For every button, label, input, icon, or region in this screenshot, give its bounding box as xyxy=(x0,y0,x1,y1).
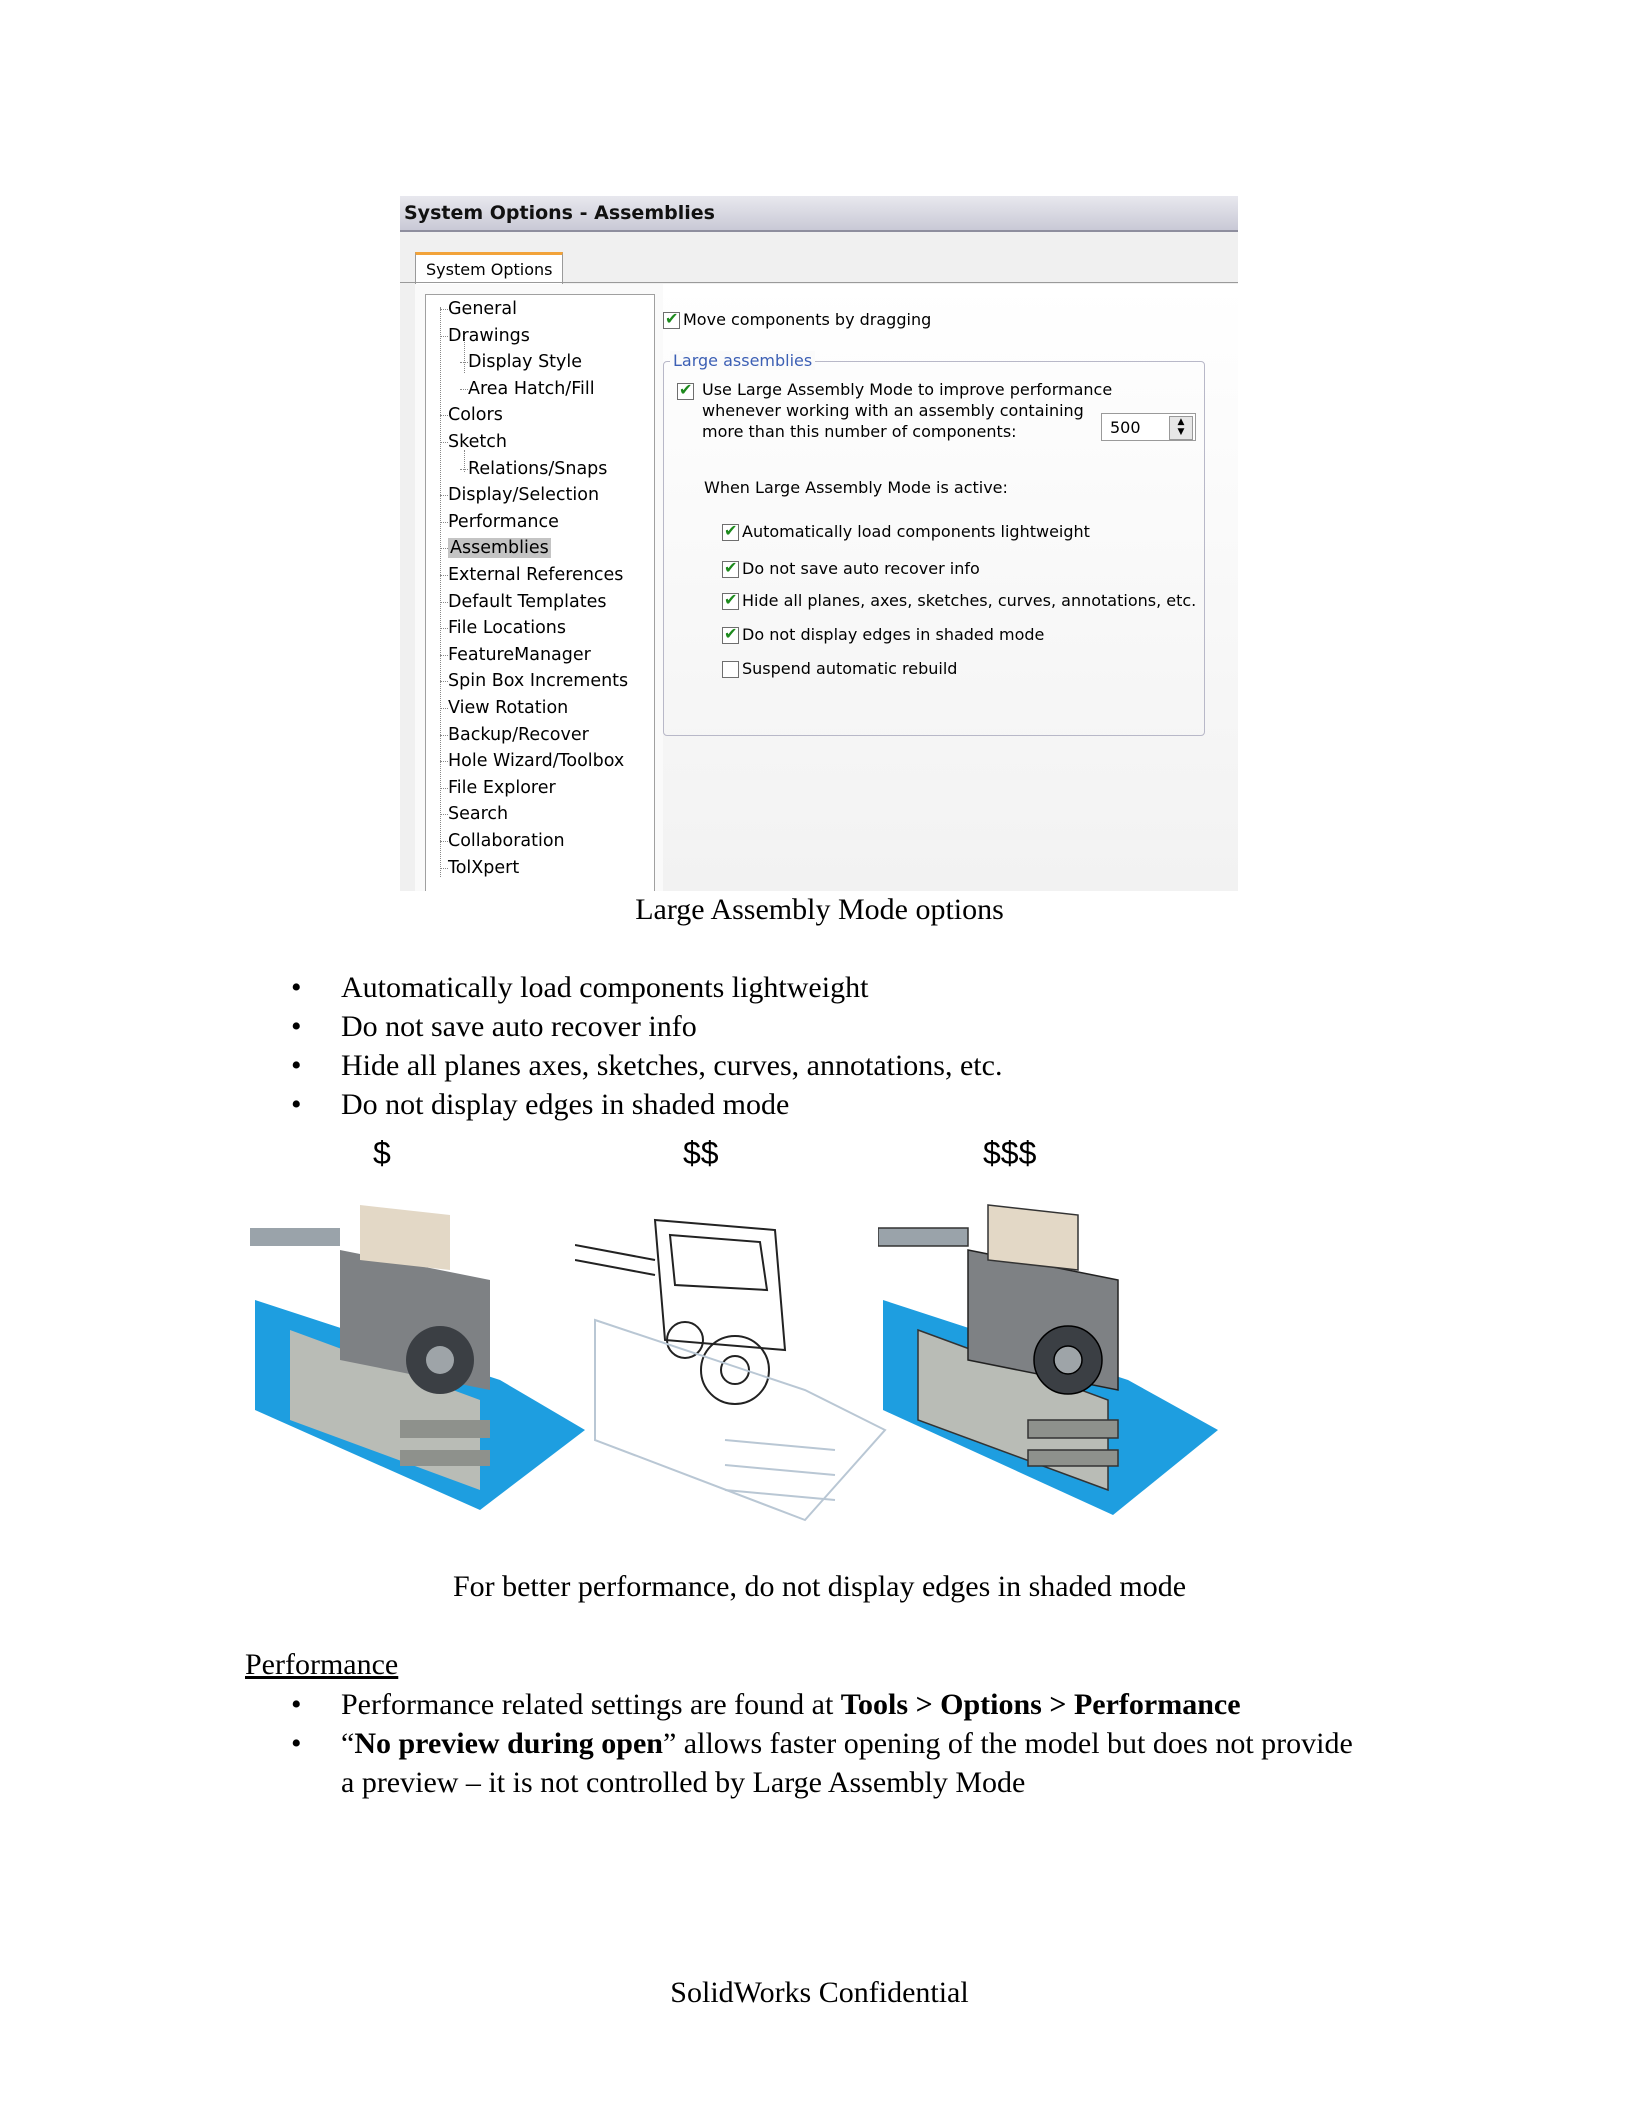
tree-item-assemblies[interactable]: Assemblies xyxy=(450,538,549,559)
tree-item-file-locations[interactable]: File Locations xyxy=(448,618,566,639)
tree-connector xyxy=(460,389,468,390)
tree-connector xyxy=(440,708,448,709)
tree-item-featuremanager[interactable]: FeatureManager xyxy=(448,644,591,665)
page-footer: SolidWorks Confidential xyxy=(670,1976,969,2009)
active-option-2[interactable]: ✔Do not save auto recover info xyxy=(722,559,980,579)
bullet-item: • Hide all planes axes, sketches, curves, annotations, etc. xyxy=(248,1046,1002,1085)
active-option-3[interactable]: ✔Hide all planes, axes, sketches, curves, annotations, etc. xyxy=(722,591,1196,611)
tree-connector xyxy=(440,841,448,842)
tree-item-backup-recover[interactable]: Backup/Recover xyxy=(448,724,589,745)
tree-connector xyxy=(440,788,448,789)
tree-item-display-selection[interactable]: Display/Selection xyxy=(448,485,600,506)
options-panel xyxy=(415,284,1238,891)
tree-connector xyxy=(440,655,448,656)
checked-checkbox[interactable] xyxy=(722,627,739,644)
tree-item-drawings[interactable]: Drawings xyxy=(448,325,530,346)
tab-system-options[interactable]: System Options xyxy=(415,252,563,285)
active-option-1[interactable]: ✔Automatically load components lightweight xyxy=(722,522,1090,542)
component-threshold-spinbox[interactable]: 500 ▲ ▼ xyxy=(1101,413,1196,441)
system-options-dialog xyxy=(400,196,1238,891)
options-tree[interactable] xyxy=(425,294,655,891)
active-option-5[interactable]: Suspend automatic rebuild xyxy=(722,659,957,679)
tree-item-file-explorer[interactable]: File Explorer xyxy=(448,777,556,798)
bullet-item: • Do not save auto recover info xyxy=(248,1007,1002,1046)
tree-item-collaboration[interactable]: Collaboration xyxy=(448,831,565,851)
tree-item-default-templates[interactable]: Default Templates xyxy=(448,591,607,612)
tree-connector xyxy=(440,442,448,443)
bullet-item: • Automatically load components lightweight xyxy=(248,968,1002,1007)
tree-connector xyxy=(440,602,448,603)
tree-connector xyxy=(440,309,448,310)
move-components-option[interactable]: ✔Move components by dragging xyxy=(663,310,931,330)
tree-connector xyxy=(440,575,448,576)
dialog-title: System Options - Assemblies xyxy=(400,196,1238,232)
checked-checkbox[interactable] xyxy=(722,524,739,541)
engines-caption: For better performance, do not display edges in shaded mode xyxy=(452,1570,1187,1603)
tree-connector xyxy=(440,415,448,416)
tree-item-area-hatch-fill[interactable]: Area Hatch/Fill xyxy=(468,378,595,399)
tree-item-general[interactable]: General xyxy=(448,299,517,319)
price-label-low: $ xyxy=(373,1135,391,1171)
tab-divider xyxy=(400,282,1238,283)
performance-bullet-list xyxy=(248,1685,1368,1802)
tree-connector xyxy=(440,814,448,815)
performance-heading: Performance xyxy=(245,1648,399,1681)
tree-item-performance[interactable]: Performance xyxy=(448,511,559,532)
tree-connector xyxy=(440,307,441,877)
checked-checkbox[interactable] xyxy=(722,561,739,578)
checked-checkbox[interactable] xyxy=(722,593,739,610)
active-option-4[interactable]: ✔Do not display edges in shaded mode xyxy=(722,625,1044,645)
bullet-item: • “No preview during open” allows faster opening of the model but does not provide a preview – it is not controlled by Large Assembly Mode xyxy=(248,1724,1368,1802)
options-content xyxy=(663,284,1238,891)
engine-shaded-edges-image xyxy=(878,1190,1223,1520)
bullet-item: • Performance related settings are found at Tools > Options > Performance xyxy=(248,1685,1368,1724)
tree-item-spin-box-increments[interactable]: Spin Box Increments xyxy=(448,671,629,692)
tree-connector xyxy=(440,868,448,869)
tree-item-external-references[interactable]: External References xyxy=(448,565,624,585)
tree-connector xyxy=(440,548,448,549)
use-large-assembly-checkbox[interactable] xyxy=(677,383,694,400)
tree-connector xyxy=(440,735,448,736)
tree-connector xyxy=(460,469,468,470)
tree-connector xyxy=(440,681,448,682)
tree-connector xyxy=(440,336,448,337)
tree-item-tolxpert[interactable]: TolXpert xyxy=(448,857,520,878)
price-label-mid: $$ xyxy=(683,1135,719,1171)
dialog-caption: Large Assembly Mode options xyxy=(635,893,1004,926)
lam-bullet-list xyxy=(248,968,1002,1124)
tree-connector xyxy=(460,362,468,363)
tab-strip xyxy=(400,232,1238,284)
large-assemblies-group xyxy=(663,351,1205,736)
unchecked-checkbox[interactable] xyxy=(722,661,739,678)
tree-item-sketch[interactable]: Sketch xyxy=(448,432,507,452)
price-label-high: $$$ xyxy=(983,1135,1037,1171)
engine-shaded-image xyxy=(250,1190,590,1520)
use-large-assembly-line3: more than this number of components: xyxy=(702,422,1017,441)
when-active-label: When Large Assembly Mode is active: xyxy=(704,478,1008,497)
tree-item-colors[interactable]: Colors xyxy=(448,405,503,426)
use-large-assembly-line1: Use Large Assembly Mode to improve performance xyxy=(702,380,1113,399)
tree-connector xyxy=(440,522,448,523)
move-components-checkbox[interactable] xyxy=(663,312,680,329)
engine-wireframe-image xyxy=(575,1200,900,1530)
bullet-item: • Do not display edges in shaded mode xyxy=(248,1085,1002,1124)
group-legend: Large assemblies xyxy=(670,351,815,370)
use-large-assembly-line2: whenever working with an assembly containing xyxy=(702,401,1084,420)
tree-item-relations-snaps[interactable]: Relations/Snaps xyxy=(468,458,608,479)
tree-item-display-style[interactable]: Display Style xyxy=(468,352,583,373)
tree-connector xyxy=(440,628,448,629)
tree-item-view-rotation[interactable]: View Rotation xyxy=(448,698,569,718)
tree-item-search[interactable]: Search xyxy=(448,804,509,825)
tree-connector xyxy=(440,761,448,762)
tree-connector xyxy=(440,495,448,496)
spin-arrows-icon[interactable]: ▲ ▼ xyxy=(1169,416,1193,440)
tree-item-hole-wizard-toolbox[interactable]: Hole Wizard/Toolbox xyxy=(448,751,625,772)
